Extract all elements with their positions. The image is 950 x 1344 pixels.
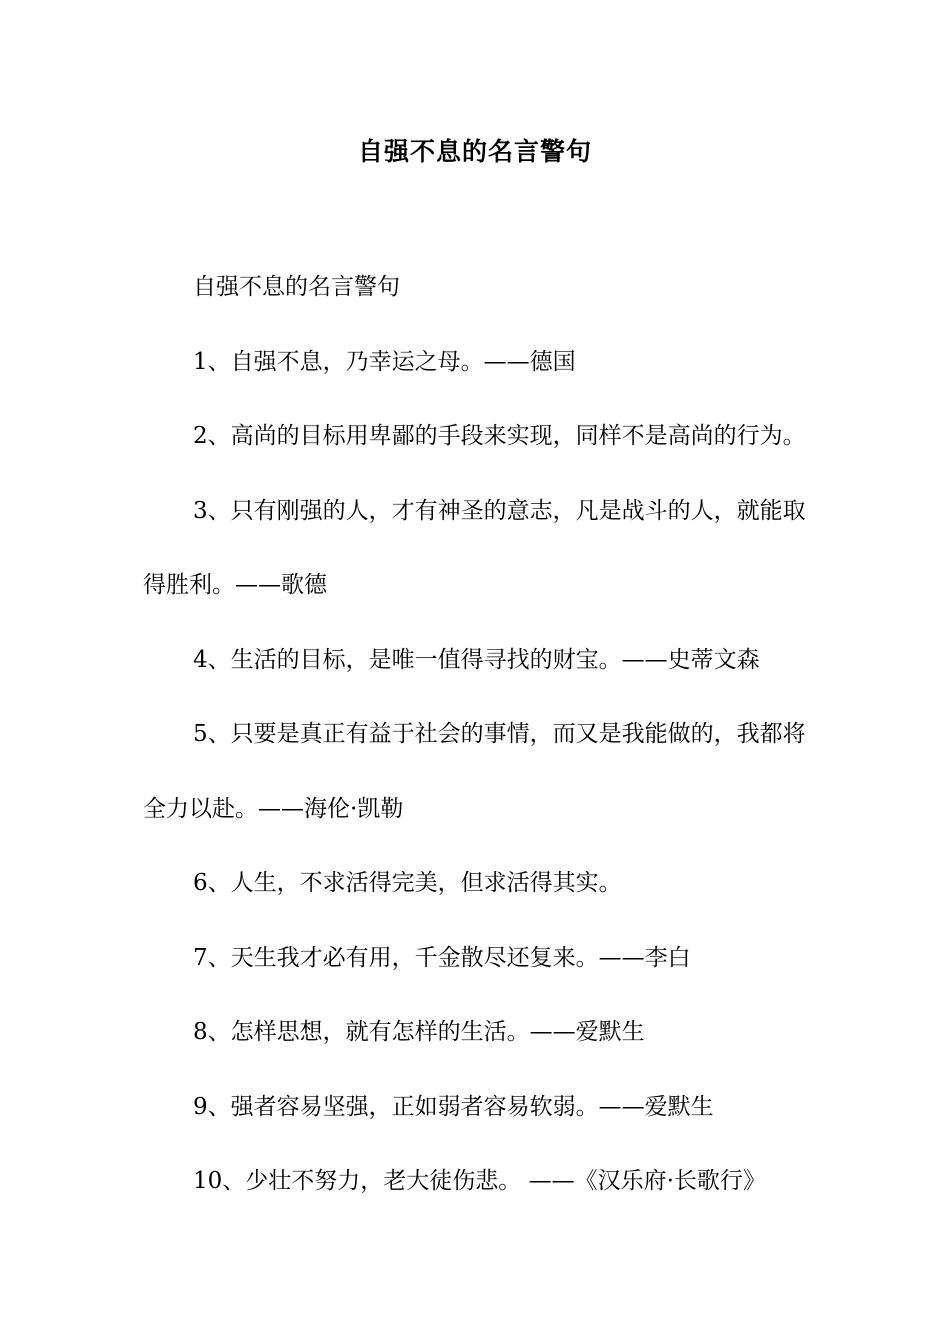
quote-5: 5、只要是真正有益于社会的事情，而又是我能做的，我都将全力以赴。——海伦·凯勒 bbox=[143, 721, 806, 822]
quote-7: 7、天生我才必有用，千金散尽还复来。——李白 bbox=[193, 944, 691, 971]
quote-10: 10、少壮不努力，老大徒伤悲。 ——《汉乐府·长歌行》 bbox=[193, 1168, 766, 1194]
quote-2: 2、高尚的目标用卑鄙的手段来实现，同样不是高尚的行为。 bbox=[193, 423, 806, 449]
document-body bbox=[143, 250, 818, 1219]
quote-9: 9、强者容易坚强，正如弱者容易软弱。——爱默生 bbox=[193, 1093, 714, 1120]
quote-4: 4、生活的目标，是唯一值得寻找的财宝。——史蒂文森 bbox=[193, 646, 760, 673]
quote-3: 3、只有刚强的人，才有神圣的意志，凡是战斗的人，就能取得胜利。——歌德 bbox=[143, 497, 806, 598]
page-title: 自强不息的名言警句 bbox=[357, 137, 592, 166]
quote-8: 8、怎样思想，就有怎样的生活。——爱默生 bbox=[193, 1019, 645, 1045]
quote-6: 6、人生，不求活得完美，但求活得其实。 bbox=[193, 870, 622, 896]
quote-1: 1、自强不息，乃幸运之母。——德国 bbox=[193, 348, 576, 375]
paragraph-heading: 自强不息的名言警句 bbox=[193, 274, 400, 300]
